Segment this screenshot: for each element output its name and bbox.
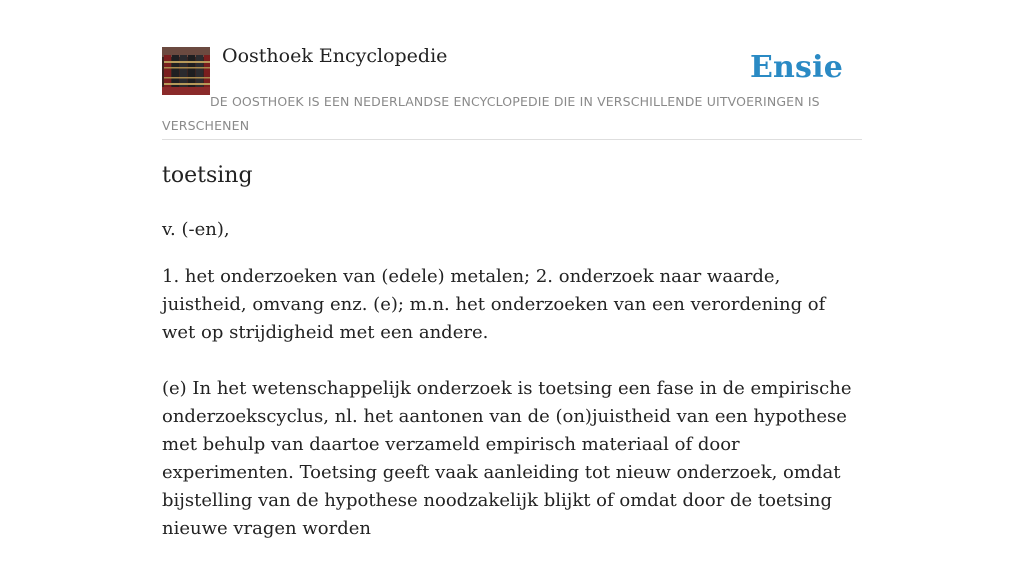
brand-logo-link[interactable]: Ensie <box>749 50 843 85</box>
entry-paragraph: (e) In het wetenschappelijk onderzoek is toetsing een fase in de empirische onderzoekscyclus, nl. het aantonen van de (on)juistheid van een hypothese met behulp van daartoe verzameld empirisch materiaal of door experimenten. Toetsing geeft vaak aanleiding tot nieuw onderzoek, omdat bijstelling van de hypothese noodzakelijk blijkt of omdat door de toetsing nieuwe vragen worden <box>162 378 852 539</box>
publication-header <box>162 0 862 140</box>
entry-body <box>162 216 862 562</box>
encyclopedia-books-icon[interactable] <box>162 47 210 95</box>
entry-definition: 1. het onderzoeken van (edele) metalen; 2. onderzoek naar waarde, juistheid, omvang enz. (e); m.n. het onderzoeken van een verordening of wet op strijdigheid met een andere. <box>162 266 826 343</box>
publication-title[interactable]: Oosthoek Encyclopedie <box>222 45 448 67</box>
content-column <box>162 0 862 539</box>
publication-description: DE OOSTHOEK IS EEN NEDERLANDSE ENCYCLOPEDIE DIE IN VERSCHILLENDE UITVOERINGEN IS VERSCHENEN <box>162 94 820 133</box>
entry-title: toetsing <box>162 163 253 188</box>
entry-grammar: v. (-en), <box>162 219 230 240</box>
